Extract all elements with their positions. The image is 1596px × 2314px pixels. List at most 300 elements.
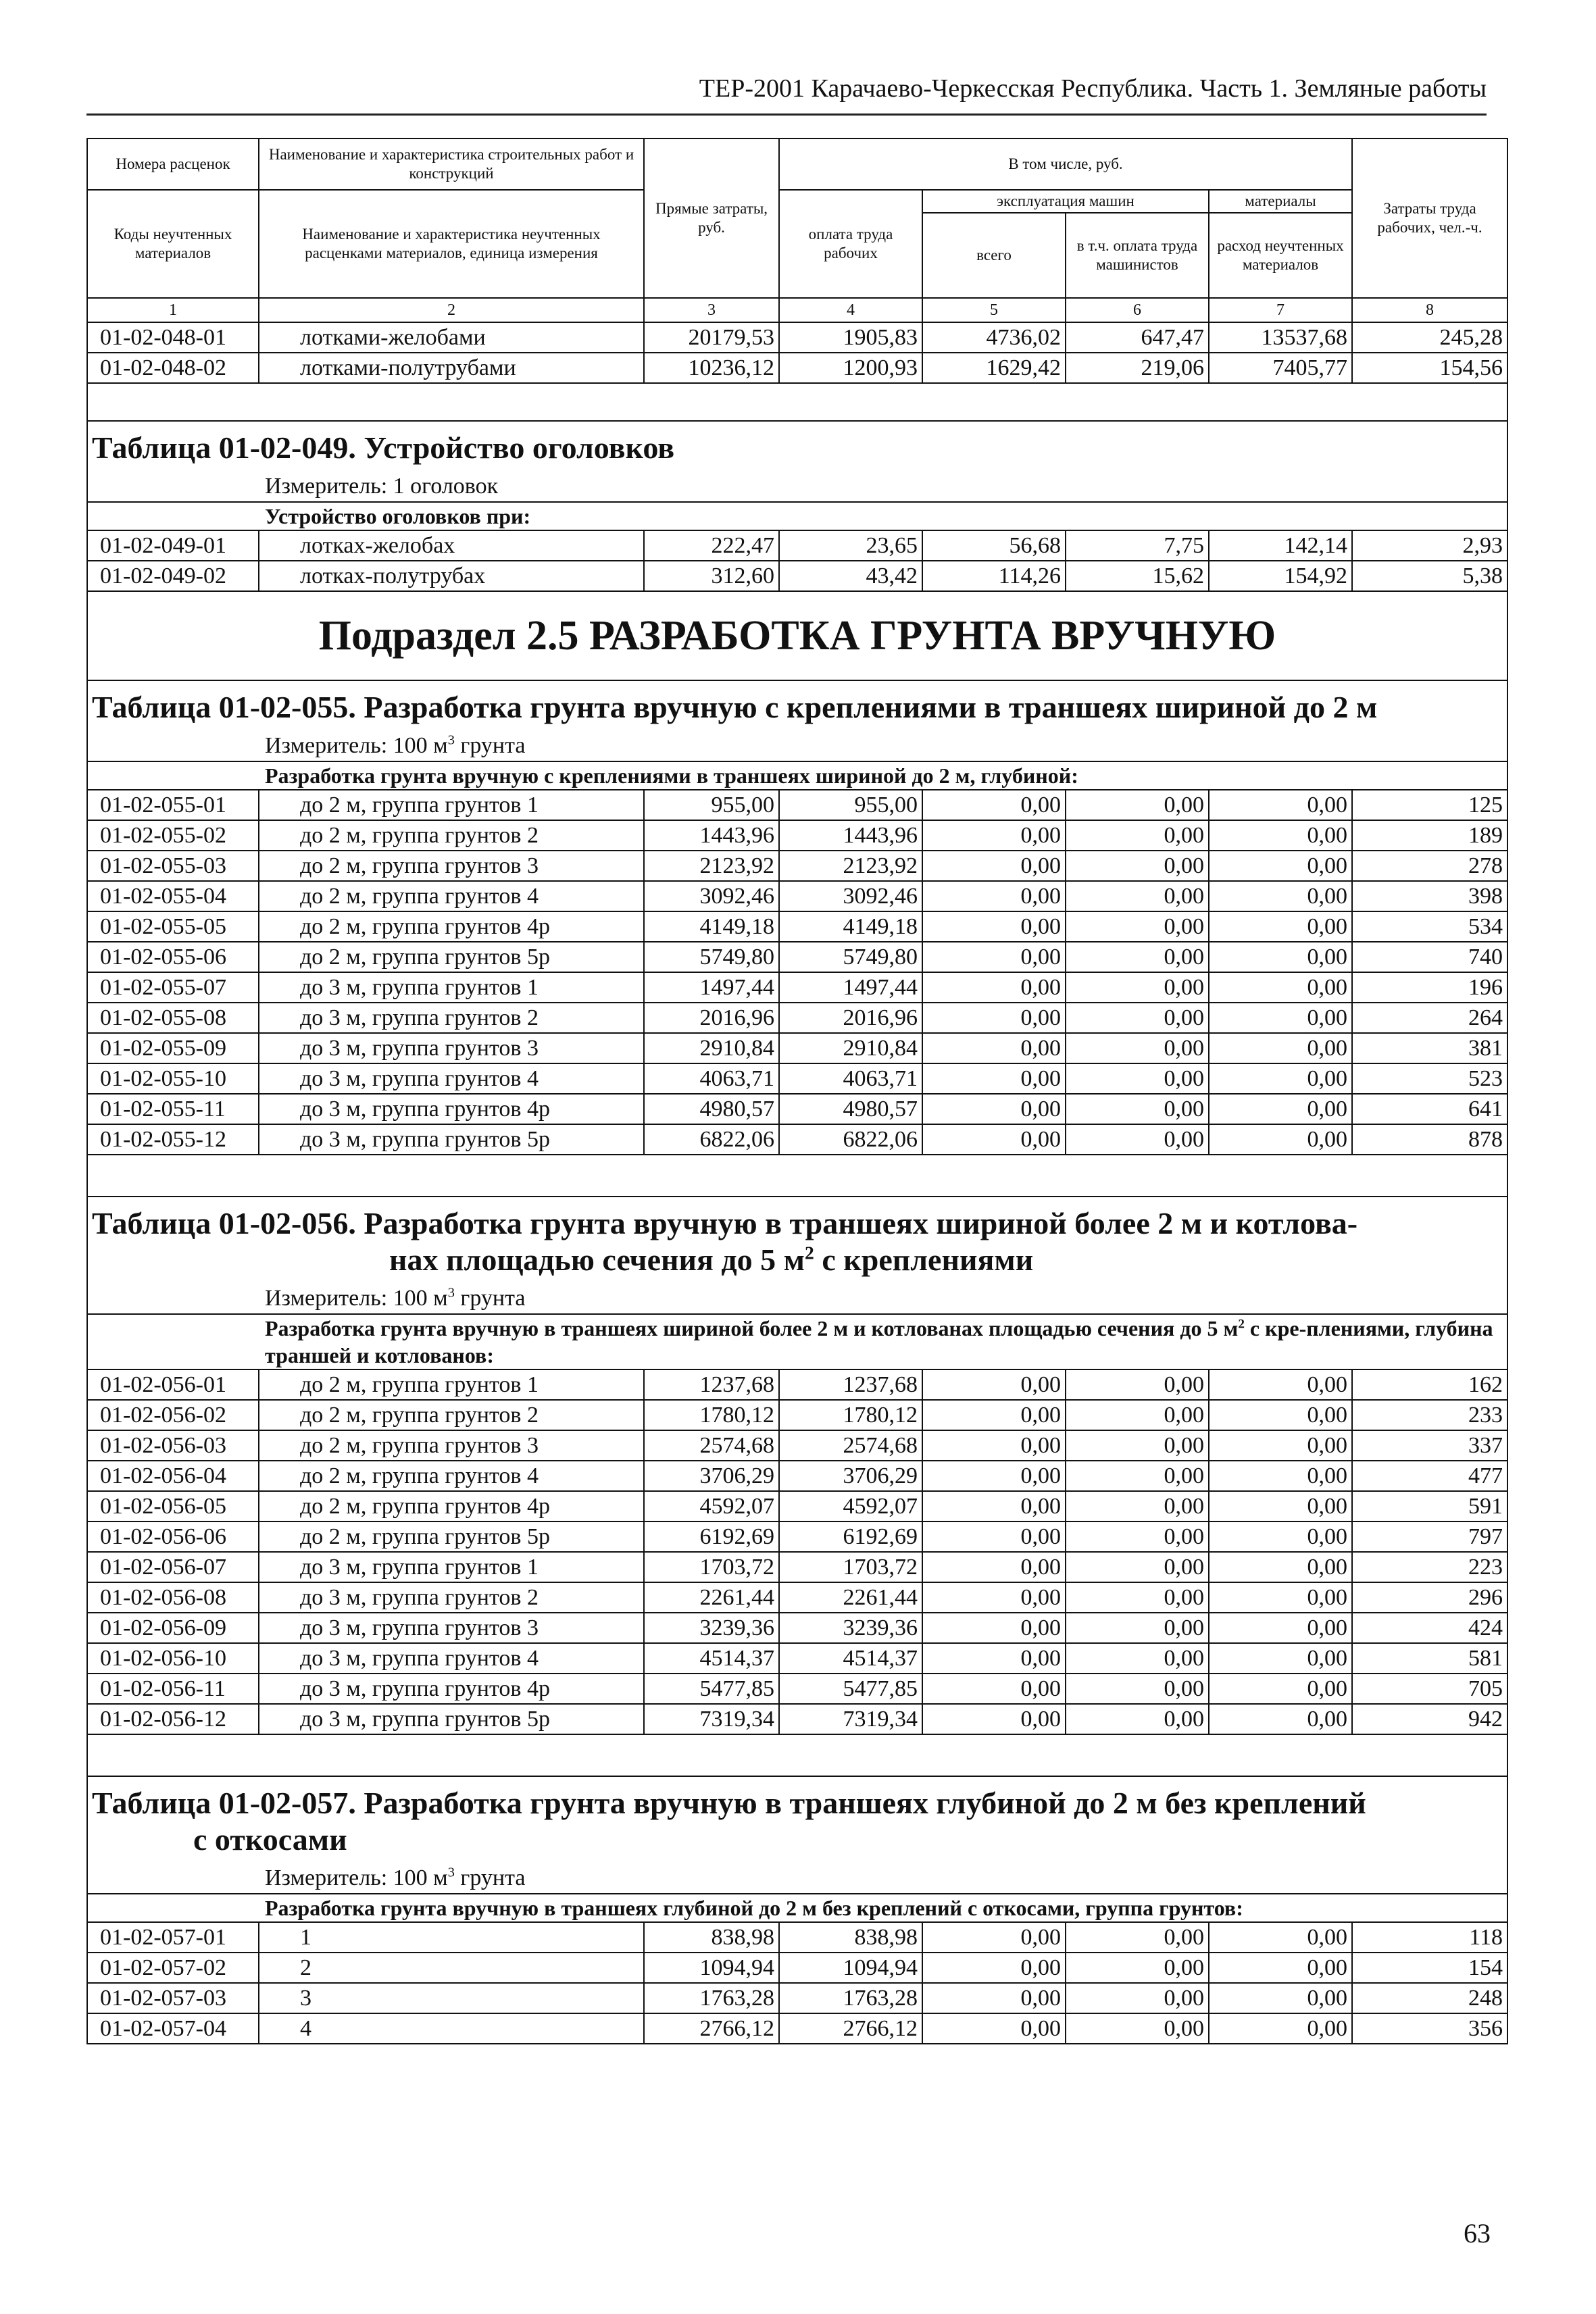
worker-pay: 2016,96 [779, 1003, 922, 1033]
rate-code: 01-02-055-12 [87, 1124, 259, 1155]
table-title-text: с откосами [193, 1822, 347, 1857]
table-row [87, 1063, 1507, 1094]
table-row [87, 353, 1507, 383]
header-machines-total: всего [922, 213, 1066, 298]
work-name: до 3 м, группа грунтов 4р [259, 1094, 644, 1124]
machinist-pay: 0,00 [1066, 851, 1209, 881]
labor-hours: 223 [1352, 1552, 1507, 1582]
work-name: до 2 м, группа грунтов 3 [259, 1430, 644, 1461]
direct-costs: 1094,94 [644, 1953, 779, 1983]
machinist-pay: 0,00 [1066, 1369, 1209, 1400]
header-rule [86, 114, 1487, 116]
worker-pay: 1763,28 [779, 1983, 922, 2013]
table-title-row [87, 1776, 1507, 1862]
materials-cost: 0,00 [1209, 1369, 1352, 1400]
machinist-pay: 0,00 [1066, 1613, 1209, 1643]
machines-total: 0,00 [922, 1983, 1066, 2013]
table-row [87, 322, 1507, 353]
machinist-pay: 0,00 [1066, 972, 1209, 1003]
work-name: до 3 м, группа грунтов 4 [259, 1063, 644, 1094]
machines-total: 0,00 [922, 1704, 1066, 1734]
header-material-use: расход неучтенных материалов [1209, 213, 1352, 298]
table-subheading [87, 1314, 1507, 1369]
work-name: лотками-желобами [259, 322, 644, 353]
header-row [87, 139, 1507, 190]
direct-costs: 4063,71 [644, 1063, 779, 1094]
measure-row [87, 470, 1507, 502]
direct-costs: 2261,44 [644, 1582, 779, 1613]
machines-total: 0,00 [922, 1094, 1066, 1124]
direct-costs: 3706,29 [644, 1461, 779, 1491]
worker-pay: 2910,84 [779, 1033, 922, 1063]
materials-cost: 0,00 [1209, 911, 1352, 942]
worker-pay: 4980,57 [779, 1094, 922, 1124]
direct-costs: 2016,96 [644, 1003, 779, 1033]
section-row [87, 591, 1507, 680]
rate-code: 01-02-048-02 [87, 353, 259, 383]
labor-hours: 5,38 [1352, 561, 1507, 591]
measure-text: 3 [447, 732, 455, 748]
table-title-text: 2 [805, 1242, 814, 1263]
machines-total: 0,00 [922, 790, 1066, 820]
machinist-pay: 0,00 [1066, 1552, 1209, 1582]
work-name: до 2 м, группа грунтов 4 [259, 1461, 644, 1491]
measure-text: грунта [454, 1285, 526, 1311]
work-name: до 3 м, группа грунтов 4р [259, 1674, 644, 1704]
worker-pay: 2766,12 [779, 2013, 922, 2044]
rate-code: 01-02-056-05 [87, 1491, 259, 1521]
work-name: лотками-полутрубами [259, 353, 644, 383]
labor-hours: 154 [1352, 1953, 1507, 1983]
labor-hours: 942 [1352, 1704, 1507, 1734]
labor-hours: 196 [1352, 972, 1507, 1003]
rate-code: 01-02-056-03 [87, 1430, 259, 1461]
column-number: 6 [1066, 298, 1209, 322]
machinist-pay: 0,00 [1066, 790, 1209, 820]
subheading-text: с кре-плениями, глубина траншей и котлованов: [265, 1316, 1493, 1367]
header-material-name: Наименование и характеристика неучтенных расценками материалов, единица измерения [259, 190, 644, 298]
labor-hours: 705 [1352, 1674, 1507, 1704]
column-number: 7 [1209, 298, 1352, 322]
rate-code: 01-02-055-08 [87, 1003, 259, 1033]
subhead-row [87, 1894, 1507, 1922]
materials-cost: 0,00 [1209, 881, 1352, 911]
worker-pay: 2574,68 [779, 1430, 922, 1461]
table-title [87, 421, 1507, 470]
labor-hours: 356 [1352, 2013, 1507, 2044]
labor-hours: 337 [1352, 1430, 1507, 1461]
materials-cost: 13537,68 [1209, 322, 1352, 353]
machinist-pay: 0,00 [1066, 1953, 1209, 1983]
machinist-pay: 0,00 [1066, 1124, 1209, 1155]
header-work-name: Наименование и характеристика строительных работ и конструкций [259, 139, 644, 190]
materials-cost: 0,00 [1209, 1953, 1352, 1983]
rate-code: 01-02-057-04 [87, 2013, 259, 2044]
worker-pay: 3092,46 [779, 881, 922, 911]
work-name: до 2 м, группа грунтов 1 [259, 790, 644, 820]
machines-total: 0,00 [922, 1003, 1066, 1033]
machinist-pay: 0,00 [1066, 1003, 1209, 1033]
materials-cost: 0,00 [1209, 1430, 1352, 1461]
rate-code: 01-02-057-03 [87, 1983, 259, 2013]
labor-hours: 641 [1352, 1094, 1507, 1124]
worker-pay: 1905,83 [779, 322, 922, 353]
column-number: 4 [779, 298, 922, 322]
labor-hours: 591 [1352, 1491, 1507, 1521]
machines-total: 0,00 [922, 1674, 1066, 1704]
machinist-pay: 0,00 [1066, 820, 1209, 851]
worker-pay: 43,42 [779, 561, 922, 591]
worker-pay: 7319,34 [779, 1704, 922, 1734]
measure-text: грунта [454, 1865, 526, 1890]
rate-code: 01-02-056-10 [87, 1643, 259, 1674]
measure-unit [87, 1862, 1507, 1894]
materials-cost: 0,00 [1209, 1704, 1352, 1734]
worker-pay: 6822,06 [779, 1124, 922, 1155]
rate-code: 01-02-056-02 [87, 1400, 259, 1430]
worker-pay: 3706,29 [779, 1461, 922, 1491]
direct-costs: 10236,12 [644, 353, 779, 383]
subhead-row [87, 502, 1507, 530]
direct-costs: 6822,06 [644, 1124, 779, 1155]
materials-cost: 0,00 [1209, 1521, 1352, 1552]
worker-pay: 1497,44 [779, 972, 922, 1003]
table-row [87, 790, 1507, 820]
worker-pay: 1200,93 [779, 353, 922, 383]
table-row [87, 530, 1507, 561]
direct-costs: 20179,53 [644, 322, 779, 353]
measure-text: Измеритель: 100 м [265, 1285, 448, 1311]
materials-cost: 0,00 [1209, 1094, 1352, 1124]
work-name: до 2 м, группа грунтов 4р [259, 911, 644, 942]
worker-pay: 5749,80 [779, 942, 922, 972]
direct-costs: 4149,18 [644, 911, 779, 942]
column-number: 3 [644, 298, 779, 322]
direct-costs: 1497,44 [644, 972, 779, 1003]
table-title-text: Таблица 01-02-056. Разработка грунта вручную в траншеях шириной более 2 м и котлова- [92, 1206, 1358, 1240]
work-name: до 2 м, группа грунтов 3 [259, 851, 644, 881]
column-number: 8 [1352, 298, 1507, 322]
table-title-line [92, 1821, 1503, 1858]
worker-pay: 1703,72 [779, 1552, 922, 1582]
machines-total: 56,68 [922, 530, 1066, 561]
labor-hours: 534 [1352, 911, 1507, 942]
machines-total: 0,00 [922, 1400, 1066, 1430]
spacer-row [87, 383, 1507, 421]
header-in-total: В том числе, руб. [779, 139, 1352, 190]
table-row [87, 1953, 1507, 1983]
materials-cost: 0,00 [1209, 1983, 1352, 2013]
labor-hours: 278 [1352, 851, 1507, 881]
table-row [87, 1491, 1507, 1521]
header-materials: материалы [1209, 190, 1352, 213]
materials-cost: 0,00 [1209, 820, 1352, 851]
section-title: Подраздел 2.5 РАЗРАБОТКА ГРУНТА ВРУЧНУЮ [87, 591, 1507, 680]
machines-total: 0,00 [922, 972, 1066, 1003]
work-name: 4 [259, 2013, 644, 2044]
work-name: до 2 м, группа грунтов 2 [259, 820, 644, 851]
table-title-line [92, 430, 1503, 466]
machinist-pay: 0,00 [1066, 1521, 1209, 1552]
machinist-pay: 0,00 [1066, 911, 1209, 942]
table-row [87, 1613, 1507, 1643]
rate-code: 01-02-056-04 [87, 1461, 259, 1491]
materials-cost: 0,00 [1209, 1582, 1352, 1613]
header-worker-pay: оплата труда рабочих [779, 190, 922, 298]
table-row [87, 1430, 1507, 1461]
table-row [87, 1461, 1507, 1491]
subheading-text: Разработка грунта вручную в траншеях глубиной до 2 м без креплений с откосами, группа грунтов: [265, 1896, 1243, 1920]
machines-total: 114,26 [922, 561, 1066, 591]
table-title-text: нах площадью сечения до 5 м [389, 1242, 805, 1277]
labor-hours: 264 [1352, 1003, 1507, 1033]
labor-hours: 398 [1352, 881, 1507, 911]
column-number-row [87, 298, 1507, 322]
subheading-text: Разработка грунта вручную в траншеях шириной более 2 м и котлованах площадью сечения до 5 м [265, 1316, 1239, 1340]
work-name: до 3 м, группа грунтов 5р [259, 1704, 644, 1734]
direct-costs: 2766,12 [644, 2013, 779, 2044]
measure-unit [87, 1282, 1507, 1314]
labor-hours: 797 [1352, 1521, 1507, 1552]
worker-pay: 4514,37 [779, 1643, 922, 1674]
measure-row [87, 1282, 1507, 1314]
work-name: до 3 м, группа грунтов 4 [259, 1643, 644, 1674]
rate-code: 01-02-057-02 [87, 1953, 259, 1983]
table-title-line [92, 1785, 1503, 1821]
machines-total: 0,00 [922, 851, 1066, 881]
rate-code: 01-02-056-08 [87, 1582, 259, 1613]
column-number: 5 [922, 298, 1066, 322]
labor-hours: 477 [1352, 1461, 1507, 1491]
header-direct-costs: Прямые затраты, руб. [644, 139, 779, 298]
labor-hours: 296 [1352, 1582, 1507, 1613]
direct-costs: 2123,92 [644, 851, 779, 881]
rate-code: 01-02-056-07 [87, 1552, 259, 1582]
work-name: до 3 м, группа грунтов 2 [259, 1003, 644, 1033]
work-name: до 2 м, группа грунтов 4р [259, 1491, 644, 1521]
worker-pay: 4592,07 [779, 1491, 922, 1521]
machines-total: 0,00 [922, 1461, 1066, 1491]
measure-text: Измеритель: 1 оголовок [265, 473, 499, 499]
page-number: 63 [1464, 2218, 1491, 2248]
machines-total: 4736,02 [922, 322, 1066, 353]
table-row [87, 1643, 1507, 1674]
materials-cost: 0,00 [1209, 1613, 1352, 1643]
measure-text: 3 [447, 1865, 455, 1880]
worker-pay: 1094,94 [779, 1953, 922, 1983]
materials-cost: 0,00 [1209, 1124, 1352, 1155]
machinist-pay: 0,00 [1066, 1491, 1209, 1521]
materials-cost: 0,00 [1209, 942, 1352, 972]
running-header: ТЕР-2001 Карачаево-Черкесская Республика. Часть 1. Земляные работы [699, 74, 1487, 103]
direct-costs: 4514,37 [644, 1643, 779, 1674]
table-row [87, 820, 1507, 851]
materials-cost: 142,14 [1209, 530, 1352, 561]
work-name: до 3 м, группа грунтов 3 [259, 1033, 644, 1063]
table-title-row [87, 680, 1507, 730]
direct-costs: 1780,12 [644, 1400, 779, 1430]
rate-code: 01-02-049-01 [87, 530, 259, 561]
work-name: лотках-желобах [259, 530, 644, 561]
machinist-pay: 0,00 [1066, 942, 1209, 972]
work-name: до 3 м, группа грунтов 1 [259, 972, 644, 1003]
worker-pay: 5477,85 [779, 1674, 922, 1704]
measure-row [87, 730, 1507, 761]
machinist-pay: 0,00 [1066, 1400, 1209, 1430]
direct-costs: 4980,57 [644, 1094, 779, 1124]
labor-hours: 162 [1352, 1369, 1507, 1400]
labor-hours: 523 [1352, 1063, 1507, 1094]
materials-cost: 0,00 [1209, 851, 1352, 881]
machinist-pay: 0,00 [1066, 1674, 1209, 1704]
column-number: 1 [87, 298, 259, 322]
machinist-pay: 0,00 [1066, 1983, 1209, 2013]
work-name: 1 [259, 1922, 644, 1953]
table-row [87, 1704, 1507, 1734]
table-row [87, 881, 1507, 911]
machinist-pay: 0,00 [1066, 1094, 1209, 1124]
header-material-codes: Коды неучтенных материалов [87, 190, 259, 298]
labor-hours: 424 [1352, 1613, 1507, 1643]
header-rate-numbers: Номера расценок [87, 139, 259, 190]
table-row [87, 1521, 1507, 1552]
machines-total: 1629,42 [922, 353, 1066, 383]
worker-pay: 1237,68 [779, 1369, 922, 1400]
rate-code: 01-02-049-02 [87, 561, 259, 591]
table-row [87, 1400, 1507, 1430]
header-machines: эксплуатация машин [922, 190, 1209, 213]
materials-cost: 154,92 [1209, 561, 1352, 591]
machines-total: 0,00 [922, 1613, 1066, 1643]
materials-cost: 0,00 [1209, 1063, 1352, 1094]
table-title-line [92, 1205, 1503, 1242]
work-name: до 3 м, группа грунтов 3 [259, 1613, 644, 1643]
direct-costs: 1763,28 [644, 1983, 779, 2013]
direct-costs: 7319,34 [644, 1704, 779, 1734]
table-row [87, 1582, 1507, 1613]
work-name: 3 [259, 1983, 644, 2013]
table-title-row [87, 1197, 1507, 1282]
work-name: до 2 м, группа грунтов 1 [259, 1369, 644, 1400]
labor-hours: 740 [1352, 942, 1507, 972]
direct-costs: 222,47 [644, 530, 779, 561]
column-number: 2 [259, 298, 644, 322]
labor-hours: 189 [1352, 820, 1507, 851]
rate-code: 01-02-055-09 [87, 1033, 259, 1063]
labor-hours: 581 [1352, 1643, 1507, 1674]
direct-costs: 312,60 [644, 561, 779, 591]
rate-code: 01-02-055-10 [87, 1063, 259, 1094]
machinist-pay: 0,00 [1066, 1922, 1209, 1953]
machines-total: 0,00 [922, 911, 1066, 942]
measure-text: 3 [447, 1285, 455, 1301]
direct-costs: 1703,72 [644, 1552, 779, 1582]
measure-text: Измеритель: 100 м [265, 1865, 448, 1890]
rate-code: 01-02-057-01 [87, 1922, 259, 1953]
materials-cost: 0,00 [1209, 1400, 1352, 1430]
materials-cost: 0,00 [1209, 2013, 1352, 2044]
direct-costs: 2574,68 [644, 1430, 779, 1461]
materials-cost: 7405,77 [1209, 353, 1352, 383]
spacer [87, 1155, 1507, 1197]
machines-total: 0,00 [922, 1643, 1066, 1674]
machinist-pay: 0,00 [1066, 1430, 1209, 1461]
rate-code: 01-02-056-09 [87, 1613, 259, 1643]
subheading-text: 2 [1238, 1317, 1245, 1332]
worker-pay: 23,65 [779, 530, 922, 561]
table-title [87, 1197, 1507, 1282]
materials-cost: 0,00 [1209, 1461, 1352, 1491]
measure-unit [87, 470, 1507, 502]
work-name: до 3 м, группа грунтов 2 [259, 1582, 644, 1613]
machines-total: 0,00 [922, 1521, 1066, 1552]
materials-cost: 0,00 [1209, 1033, 1352, 1063]
machines-total: 0,00 [922, 1124, 1066, 1155]
materials-cost: 0,00 [1209, 1922, 1352, 1953]
labor-hours: 154,56 [1352, 353, 1507, 383]
measure-text: грунта [454, 732, 526, 758]
labor-hours: 2,93 [1352, 530, 1507, 561]
machinist-pay: 0,00 [1066, 1063, 1209, 1094]
machines-total: 0,00 [922, 1953, 1066, 1983]
table-row [87, 1033, 1507, 1063]
labor-hours: 878 [1352, 1124, 1507, 1155]
table-subheading [87, 761, 1507, 790]
table-row [87, 561, 1507, 591]
materials-cost: 0,00 [1209, 1674, 1352, 1704]
direct-costs: 3239,36 [644, 1613, 779, 1643]
rate-code: 01-02-056-01 [87, 1369, 259, 1400]
worker-pay: 4149,18 [779, 911, 922, 942]
work-name: до 2 м, группа грунтов 4 [259, 881, 644, 911]
machinist-pay: 0,00 [1066, 1033, 1209, 1063]
direct-costs: 5477,85 [644, 1674, 779, 1704]
table-row [87, 1124, 1507, 1155]
measure-text: Измеритель: 100 м [265, 732, 448, 758]
worker-pay: 1443,96 [779, 820, 922, 851]
rate-code: 01-02-055-05 [87, 911, 259, 942]
machines-total: 0,00 [922, 1552, 1066, 1582]
measure-row [87, 1862, 1507, 1894]
machines-total: 0,00 [922, 1369, 1066, 1400]
materials-cost: 0,00 [1209, 972, 1352, 1003]
header-row [87, 190, 1507, 213]
spacer [87, 1734, 1507, 1776]
materials-cost: 0,00 [1209, 1643, 1352, 1674]
machinist-pay: 7,75 [1066, 530, 1209, 561]
table-row [87, 1094, 1507, 1124]
machinist-pay: 0,00 [1066, 1461, 1209, 1491]
machines-total: 0,00 [922, 1063, 1066, 1094]
labor-hours: 245,28 [1352, 322, 1507, 353]
machinist-pay: 15,62 [1066, 561, 1209, 591]
machinist-pay: 647,47 [1066, 322, 1209, 353]
subheading-text: Устройство оголовков при: [265, 504, 531, 528]
direct-costs: 5749,80 [644, 942, 779, 972]
table-row [87, 942, 1507, 972]
table-row [87, 1369, 1507, 1400]
measure-unit [87, 730, 1507, 761]
spacer-row [87, 1734, 1507, 1776]
machines-total: 0,00 [922, 881, 1066, 911]
worker-pay: 3239,36 [779, 1613, 922, 1643]
rate-code: 01-02-056-06 [87, 1521, 259, 1552]
machinist-pay: 0,00 [1066, 1643, 1209, 1674]
table-row [87, 1552, 1507, 1582]
direct-costs: 1443,96 [644, 820, 779, 851]
worker-pay: 955,00 [779, 790, 922, 820]
table-row [87, 1922, 1507, 1953]
